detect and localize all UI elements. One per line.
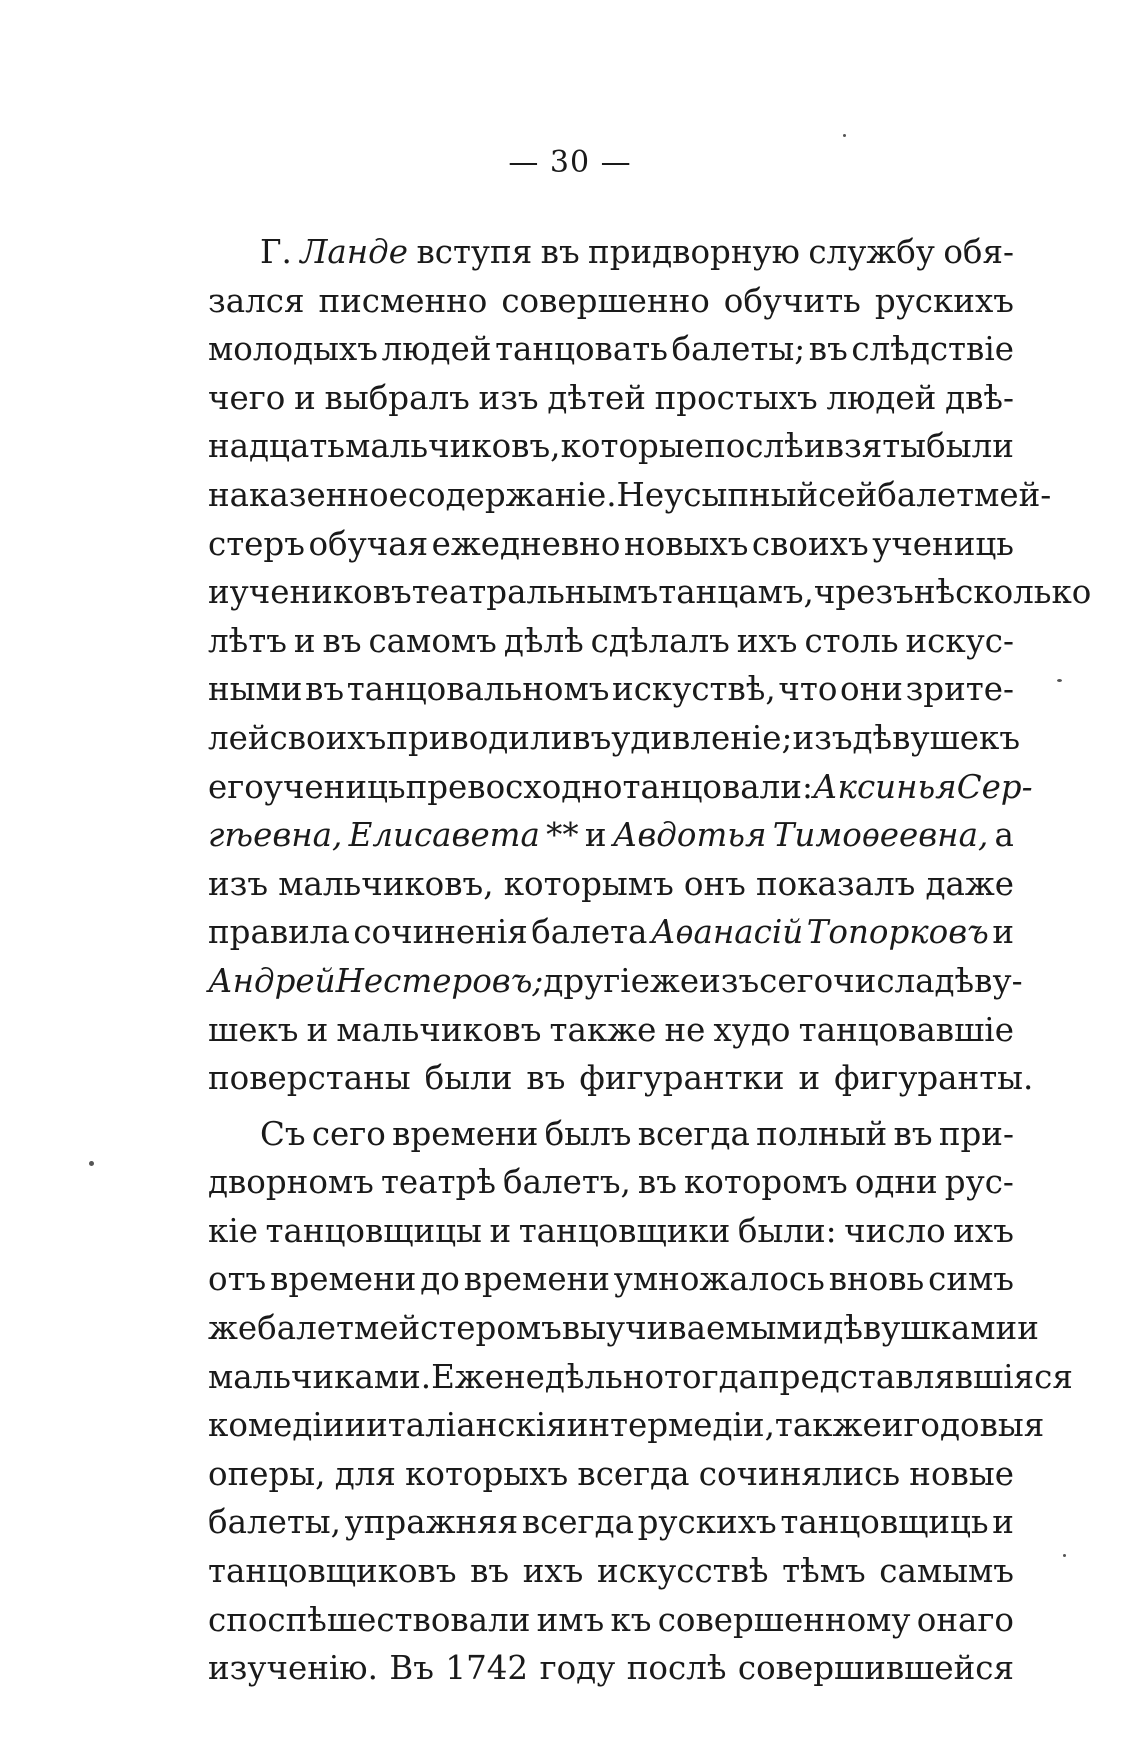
- word: танцовать: [495, 330, 668, 369]
- word: столь: [804, 621, 899, 660]
- word: и: [208, 573, 230, 612]
- word: тогда: [664, 1357, 759, 1396]
- word: которомъ: [683, 1163, 848, 1202]
- word: при-: [938, 1114, 1014, 1153]
- word: на: [208, 475, 250, 514]
- text-line: [208, 1401, 1045, 1450]
- body-text: [208, 228, 1092, 1693]
- text-line: [208, 617, 1014, 666]
- word: Топорковъ: [806, 913, 989, 952]
- word: изученію.: [208, 1649, 378, 1688]
- word: времени: [392, 1114, 539, 1153]
- word: времени: [270, 1260, 417, 1299]
- word: дѣвушекъ: [852, 718, 1021, 757]
- word: ихъ: [736, 621, 798, 660]
- word: Тимоѳеевна,: [772, 816, 989, 855]
- word: которымъ: [503, 864, 674, 903]
- word: имъ: [536, 1600, 605, 1639]
- word: приводили: [386, 718, 573, 757]
- word: сего: [759, 961, 834, 1000]
- word: числа: [833, 961, 935, 1000]
- text-line: [208, 1498, 1014, 1547]
- word: Андрей: [208, 961, 336, 1000]
- word: сей: [818, 475, 878, 514]
- text-line: [208, 325, 1014, 374]
- text-line: [208, 811, 1014, 860]
- word: же: [649, 961, 700, 1000]
- word: казенное: [249, 475, 408, 514]
- word: а: [994, 816, 1014, 855]
- word: вновь: [828, 1260, 925, 1299]
- word: балетъ,: [503, 1163, 631, 1202]
- word: ежедневно: [431, 524, 621, 563]
- word: всегда: [637, 1114, 750, 1153]
- word: были: [424, 1059, 513, 1098]
- word: также: [774, 1406, 882, 1445]
- text-line: [208, 374, 1014, 423]
- word: и: [1017, 1309, 1039, 1348]
- text-line: [208, 1054, 1034, 1103]
- word: искусствѣ: [596, 1552, 769, 1591]
- word: другіе: [543, 961, 650, 1000]
- word: балетмейстеромъ: [257, 1309, 562, 1348]
- word: нѣсколько: [913, 573, 1092, 612]
- text-line: [208, 763, 1033, 812]
- word: надцать: [208, 427, 345, 466]
- word: рус-: [944, 1163, 1014, 1202]
- text-line: [208, 1547, 1014, 1596]
- word: выучиваемыми: [561, 1309, 824, 1348]
- word: и: [584, 816, 607, 855]
- word: Аѳанасій: [650, 913, 804, 952]
- text-line: [208, 1158, 1014, 1207]
- word: 1742: [445, 1649, 529, 1688]
- word: танцовальномъ: [346, 670, 610, 709]
- word: упражняя: [344, 1503, 519, 1542]
- word: Сер-: [956, 767, 1033, 806]
- word: чрезъ: [813, 573, 914, 612]
- word: содержаніе.: [407, 475, 617, 514]
- word: зался: [208, 281, 305, 320]
- word: интермедіи,: [566, 1406, 775, 1445]
- word: обя-: [943, 233, 1014, 271]
- word: танцовщики: [518, 1211, 731, 1250]
- word: былъ: [544, 1114, 632, 1153]
- word: балета: [531, 913, 648, 952]
- word: въ: [893, 1114, 933, 1153]
- word: совершившейся: [737, 1649, 1014, 1688]
- word: онаго: [916, 1600, 1014, 1639]
- word: превосходно: [405, 767, 623, 806]
- text-line: [208, 1596, 1014, 1645]
- word: самомъ: [368, 621, 497, 660]
- word: дѣву-: [934, 961, 1023, 1000]
- word: они: [840, 670, 903, 709]
- word: всегда: [521, 1503, 634, 1542]
- text-line: [208, 1644, 1014, 1693]
- word: изъ: [208, 864, 269, 903]
- text-line: [208, 665, 1014, 714]
- word: новые: [909, 1454, 1014, 1493]
- word: новыхъ: [623, 524, 749, 563]
- word: дѣлѣ: [503, 621, 584, 660]
- word: симъ: [928, 1260, 1014, 1299]
- word: дѣвушками: [823, 1309, 1018, 1348]
- word: число: [844, 1211, 946, 1250]
- word: Еженедѣльно: [431, 1357, 665, 1396]
- word: и: [489, 1211, 512, 1250]
- word: дѣтей: [547, 378, 646, 417]
- word: къ: [610, 1600, 652, 1639]
- text-line: [208, 520, 1014, 569]
- word: и: [992, 1503, 1014, 1542]
- word: рускихъ: [874, 281, 1014, 320]
- scan-speck: [1063, 1554, 1066, 1557]
- word: отъ: [208, 1260, 267, 1299]
- word: также: [549, 1010, 657, 1049]
- word: и: [881, 1406, 904, 1445]
- word: танцовщиць: [780, 1503, 989, 1542]
- word: фигуранты.: [834, 1059, 1034, 1098]
- word: всегда: [577, 1454, 690, 1493]
- word: и: [306, 1010, 329, 1049]
- word: учениць: [263, 767, 406, 806]
- word: изъ: [478, 378, 539, 417]
- word: Неусыпный: [616, 475, 819, 514]
- word: совершенному: [657, 1600, 911, 1639]
- word: въ: [540, 233, 580, 271]
- word: своихъ: [269, 718, 387, 757]
- page-number: — 30 —: [508, 145, 632, 180]
- word: своихъ: [751, 524, 869, 563]
- word: и: [293, 621, 316, 660]
- text-line: [208, 908, 1014, 957]
- word: что: [778, 670, 838, 709]
- word: гѣевна,: [208, 816, 343, 855]
- word: совершенно: [501, 281, 710, 320]
- text-line: [208, 1353, 1073, 1402]
- word: службу: [808, 233, 935, 271]
- word: году: [539, 1649, 616, 1688]
- word: послѣ: [704, 427, 804, 466]
- word: даже: [925, 864, 1014, 903]
- word: въ: [808, 330, 848, 369]
- word: для: [334, 1454, 396, 1493]
- word: танцовавшіе: [798, 1010, 1014, 1049]
- word: самымъ: [879, 1552, 1014, 1591]
- word: театральнымъ: [411, 573, 659, 612]
- word: зрите-: [905, 670, 1014, 709]
- word: полный: [756, 1114, 888, 1153]
- word: балеты;: [671, 330, 806, 369]
- text-line: [208, 228, 1014, 277]
- word: одни: [854, 1163, 938, 1202]
- word: годовыя: [903, 1406, 1045, 1445]
- word: вступя: [416, 233, 533, 271]
- word: изъ: [699, 961, 760, 1000]
- word: выбралъ: [324, 378, 470, 417]
- word: ихъ: [953, 1211, 1014, 1250]
- word: въ: [305, 670, 345, 709]
- text-line: [208, 1255, 1014, 1304]
- word: сего: [311, 1114, 386, 1153]
- word: людей: [826, 378, 937, 417]
- text-line: [208, 957, 1023, 1006]
- word: мальчиковъ,: [345, 427, 561, 466]
- word: простыхъ: [654, 378, 818, 417]
- word: ными: [208, 670, 303, 709]
- word: танцовали:: [622, 767, 813, 806]
- word: чего: [208, 378, 286, 417]
- word: **: [546, 816, 579, 855]
- word: показалъ: [755, 864, 916, 903]
- word: стеръ: [208, 524, 305, 563]
- word: послѣ: [626, 1649, 727, 1688]
- word: слѣдствіе: [851, 330, 1014, 369]
- word: оперы,: [208, 1454, 326, 1493]
- scan-speck: [843, 134, 846, 137]
- word: которыхъ: [405, 1454, 569, 1493]
- word: поверстаны: [208, 1059, 411, 1098]
- word: удивленіе;: [611, 718, 793, 757]
- word: и: [344, 1406, 367, 1445]
- text-line: [208, 422, 1014, 471]
- word: Ланде: [300, 233, 409, 271]
- word: Съ: [260, 1114, 306, 1153]
- word: до: [420, 1260, 460, 1299]
- word: и: [803, 427, 826, 466]
- word: лей: [208, 718, 270, 757]
- word: Въ: [389, 1649, 434, 1688]
- word: Аксинья: [812, 767, 957, 806]
- word: балеты,: [208, 1503, 341, 1542]
- word: лѣтъ: [208, 621, 287, 660]
- word: въ: [322, 621, 362, 660]
- word: сочинялись: [698, 1454, 901, 1493]
- word: которые: [560, 427, 704, 466]
- text-line: [208, 1110, 1014, 1159]
- word: придворную: [588, 233, 800, 271]
- word: балетмей-: [877, 475, 1052, 514]
- text-line: [208, 1207, 1014, 1256]
- word: умножалось: [613, 1260, 825, 1299]
- word: Елисавета: [348, 816, 540, 855]
- word: учениць: [872, 524, 1014, 563]
- word: правила: [208, 913, 350, 952]
- scan-speck: [89, 1161, 94, 1166]
- word: дворномъ: [208, 1163, 374, 1202]
- word: не: [664, 1010, 706, 1049]
- word: въ: [470, 1552, 510, 1591]
- word: же: [208, 1309, 258, 1348]
- word: искуствѣ,: [612, 670, 776, 709]
- word: Авдотья: [612, 816, 767, 855]
- word: танцамъ,: [658, 573, 814, 612]
- word: и: [294, 378, 316, 417]
- text-line: [208, 714, 1021, 763]
- word: онъ: [683, 864, 746, 903]
- word: тѣмъ: [782, 1552, 866, 1591]
- word: представлявшіяся: [758, 1357, 1073, 1396]
- text-line: [208, 1450, 1014, 1499]
- word: италіанскія: [366, 1406, 567, 1445]
- word: танцовщиковъ: [208, 1552, 457, 1591]
- text-line: [208, 1006, 1014, 1055]
- text-line: [208, 1304, 1039, 1353]
- word: и: [992, 913, 1014, 952]
- word: комедіи: [208, 1406, 345, 1445]
- word: въ: [526, 1059, 566, 1098]
- word: танцовщицы: [265, 1211, 482, 1250]
- text-line: [208, 471, 1052, 520]
- word: были:: [737, 1211, 837, 1250]
- word: людей: [381, 330, 492, 369]
- word: мальчиками.: [208, 1357, 432, 1396]
- word: фигурантки: [579, 1059, 785, 1098]
- word: двѣ-: [945, 378, 1014, 417]
- text-line: [208, 568, 1092, 617]
- word: сочиненія: [353, 913, 528, 952]
- word: мальчиковъ,: [278, 864, 494, 903]
- text-line: [208, 860, 1014, 909]
- word: учениковъ: [229, 573, 412, 612]
- word: писменно: [318, 281, 488, 320]
- word: его: [208, 767, 264, 806]
- word: въ: [637, 1163, 677, 1202]
- word: времени: [463, 1260, 610, 1299]
- scan-speck: [1057, 679, 1062, 682]
- word: рускихъ: [637, 1503, 777, 1542]
- word: худо: [713, 1010, 791, 1049]
- word: споспѣшествовали: [208, 1600, 531, 1639]
- word: шекъ: [208, 1010, 299, 1049]
- word: театрѣ: [380, 1163, 496, 1202]
- word: и: [798, 1059, 821, 1098]
- word: взяты: [825, 427, 927, 466]
- text-line: [208, 277, 1014, 326]
- word: ихъ: [522, 1552, 584, 1591]
- word: молодыхъ: [208, 330, 378, 369]
- word: обучая: [308, 524, 429, 563]
- word: сдѣлалъ: [590, 621, 730, 660]
- word: были: [926, 427, 1014, 466]
- word: обучить: [723, 281, 861, 320]
- word: искус-: [905, 621, 1014, 660]
- word: Г.: [260, 233, 292, 271]
- word: мальчиковъ: [336, 1010, 542, 1049]
- word: Нестеровъ;: [335, 961, 544, 1000]
- word: въ: [572, 718, 612, 757]
- word: кіе: [208, 1211, 258, 1250]
- word: изъ: [792, 718, 853, 757]
